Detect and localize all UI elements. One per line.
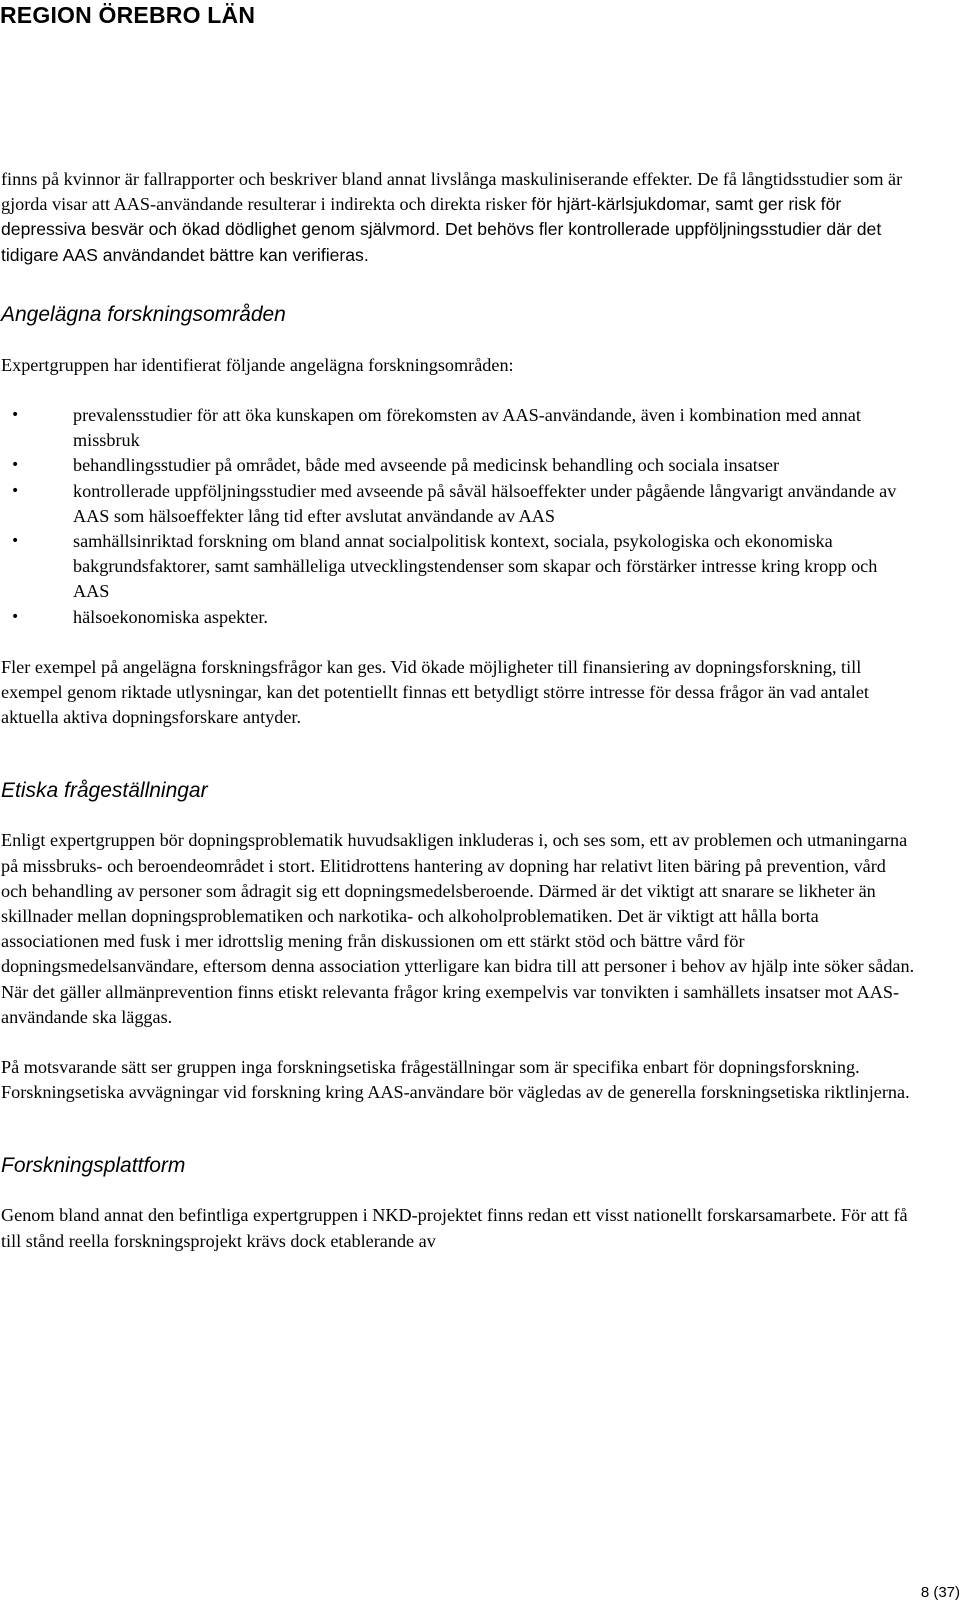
- list-item: • behandlingsstudier på området, både med avseende på medicinsk behandling och sociala insatser: [1, 453, 916, 478]
- list-item: • hälsoekonomiska aspekter.: [1, 605, 916, 630]
- bullet-icon: •: [11, 457, 20, 474]
- bullet-icon: •: [11, 533, 20, 550]
- intro-text-part2: för hjärt-kärlsjukdomar, samt ger risk för depressiva besvär och ökad dödlighet genom självmord.: [1, 194, 842, 240]
- section-heading-ethics: Etiska frågeställningar: [1, 779, 208, 803]
- org-logo-text: REGION ÖREBRO LÄN: [0, 2, 256, 28]
- platform-paragraph-1: Genom bland annat den befintliga expertgruppen i NKD-projektet finns redan ett visst nationellt forskarsamarbete. För att få till stånd reella forskningsprojekt krävs dock etablerande av: [1, 1205, 908, 1251]
- ethics-paragraph-2: På motsvarande sätt ser gruppen inga forskningsetiska frågeställningar som är specifika enbart för dopningsforskning. Forskningsetiska avvägningar vid forskning kring AAS-användare bör vägledas av de generella forskningsetiska riktlinjerna.: [1, 1057, 910, 1103]
- research-areas-lead: Expertgruppen har identifierat följande angelägna forskningsområden:: [1, 354, 514, 375]
- ethics-paragraph-1: Enligt expertgruppen bör dopningsproblematik huvudsakligen inkluderas i, och ses som, ett av problemen och utmaningarna på missbruks- och beroendeområdet i stort. Elitidrottens hantering av dopning har relativt liten bäring på prevention, vård och behandling av personer som ådragit sig ett dopningsmedelsberoende. Därmed är det viktigt att snarare se likheter än skillnader mellan dopningsproblematiken och narkotika- och alkoholproblematiken. Det är viktigt att hålla borta associationen med fusk i mer idrottslig mening från diskussionen om ett stärkt stöd och bättre vård för dopningsmedelsanvändare, eftersom denna association ytterligare kan bidra till att personer i behov av hjälp inte söker sådan. När det gäller allmänprevention finns etiskt relevanta frågor kring exempelvis var tonvikten i samhällets insatser mot AAS-användande ska läggas.: [1, 830, 915, 1027]
- list-item: • prevalensstudier för att öka kunskapen om förekomsten av AAS-användande, även i kombination med annat missbruk: [11, 405, 861, 451]
- document-body: [1, 167, 916, 1254]
- list-item: • kontrollerade uppföljningsstudier med avseende på såväl hälsoeffekter under pågående långvarigt användande av AAS som hälsoeffekter lång tid efter avslutat användande av AAS: [11, 480, 897, 526]
- bullet-icon: •: [11, 407, 20, 424]
- section-heading-platform: Forskningsplattform: [1, 1154, 186, 1178]
- intro-paragraph: [1, 167, 916, 268]
- intro-text-part3: Det behövs fler kontrollerade uppföljningsstudier där det tidigare AAS användandet bättre kan verifieras.: [1, 219, 882, 265]
- bullet-icon: •: [11, 482, 20, 499]
- intro-text-part1: finns på kvinnor är fallrapporter och beskriver bland annat livslånga maskuliniserande effekter. De få långtidsstudier som är gjorda visar att AAS-användande resulterar i indirekta och direkta risker: [1, 169, 903, 215]
- bullet-icon: •: [11, 608, 20, 625]
- list-item: • samhällsinriktad forskning om bland annat socialpolitisk kontext, sociala, psykologiska och ekonomiska bakgrundsfaktorer, samt samhälleliga utvecklingstendenser som skapar och förstärker intresse kring kropp och AAS: [11, 531, 878, 602]
- research-areas-closing: Fler exempel på angelägna forskningsfrågor kan ges. Vid ökade möjligheter till finansiering av dopningsforskning, till exempel genom riktade utlysningar, kan det potentiellt finnas ett betydligt större intresse för dessa frågor än vad antalet aktuella aktiva dopningsforskare antyder.: [1, 656, 869, 728]
- section-heading-research-areas: Angelägna forskningsområden: [1, 302, 286, 326]
- page-number: 8 (37): [920, 1584, 960, 1601]
- research-areas-list: [1, 403, 916, 630]
